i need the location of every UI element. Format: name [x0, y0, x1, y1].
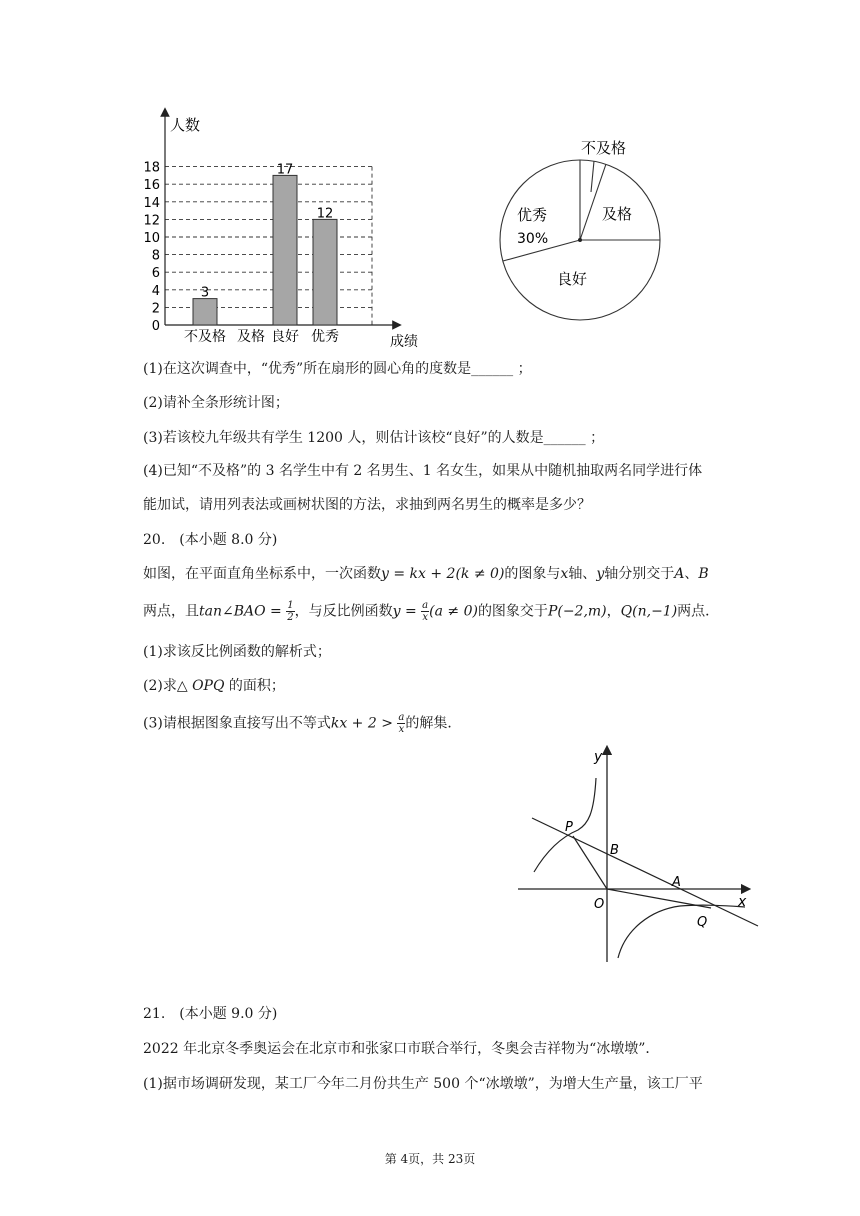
- bar: [313, 219, 337, 325]
- q19-part1: (1)在这次调查中，“优秀”所在扇形的圆心角的度数是______ ；: [143, 361, 532, 377]
- q20-part2: [143, 676, 285, 696]
- q20-part1: (1)求该反比例函数的解析式；: [143, 644, 331, 660]
- graph-label-y: y: [594, 749, 603, 765]
- pie-label-fail: 不及格: [581, 139, 627, 157]
- q20-stem-line2: [143, 600, 719, 623]
- fraction-num: a: [422, 600, 429, 611]
- bar-data-label: 3: [200, 285, 210, 301]
- bar-data-label: 12: [316, 206, 334, 222]
- q20-text: 如图，在平面直角坐标系中，一次函数: [143, 566, 381, 582]
- q20-text: 的图象与: [504, 566, 561, 582]
- q20-text: (2)求△: [143, 678, 193, 694]
- q20-text: ，与反比例函数: [294, 603, 393, 620]
- q20-stem-line1: [143, 564, 709, 584]
- q20-point-a: A: [674, 566, 685, 582]
- q20-x-var: x: [560, 566, 569, 582]
- q20-y-var: y: [596, 566, 605, 582]
- q19-part2: (2)请补全条形统计图；: [143, 395, 289, 411]
- q20-inequality: kx + 2 >: [330, 715, 398, 732]
- q21-stem: 2022 年北京冬季奥运会在北京市和张家口市联合举行，冬奥会吉祥物为“冰墩墩”．: [143, 1041, 660, 1057]
- graph-segment-op: [573, 836, 607, 889]
- bar-data-label: 17: [276, 162, 294, 178]
- pie-label-excellent-pct: 30%: [517, 231, 549, 247]
- q20-text: 轴、: [568, 566, 597, 582]
- bar-category-label: 及格: [237, 329, 265, 345]
- bar-y-tick: 14: [143, 195, 160, 211]
- bar-y-tick: 8: [151, 248, 160, 264]
- fraction-den: x: [398, 724, 405, 735]
- graph-label-x: x: [738, 894, 747, 910]
- q20-point-b: B: [698, 566, 709, 582]
- q19-part3: (3)若该校九年级共有学生 1200 人，则估计该校“良好”的人数是______ ；: [143, 430, 605, 446]
- fraction-num: a: [398, 712, 405, 723]
- pie-chart: [495, 130, 670, 340]
- fraction-den: 2: [287, 612, 294, 623]
- graph-hyperbola-lower: [618, 905, 745, 958]
- bar-category-label: 优秀: [311, 329, 339, 345]
- q20-triangle: OPQ: [192, 678, 225, 694]
- graph-label-b: B: [610, 843, 619, 858]
- bar-y-tick: 0: [151, 319, 160, 334]
- pie-label-good: 良好: [557, 270, 588, 288]
- fraction: [286, 600, 294, 623]
- q20-point-q: Q(n,−1): [620, 603, 678, 620]
- q20-text: 的图象交于: [477, 603, 548, 620]
- graph-segment-oq: [607, 889, 711, 908]
- bar: [273, 175, 297, 325]
- bar: [193, 299, 217, 325]
- q20-text: 的解集．: [405, 715, 462, 732]
- q20-y-eq: y =: [392, 603, 422, 620]
- q21-part1: (1)据市场调研发现，某工厂今年二月份共生产 500 个“冰墩墩”，为增大生产量，该工厂平: [143, 1076, 703, 1092]
- q19-part4-line1: (4)已知“不及格”的 3 名学生中有 2 名男生、1 名女生，如果从中随机抽取两名同学进行体: [143, 463, 703, 479]
- q20-text: 轴分别交于: [604, 566, 675, 582]
- pie-center: [578, 238, 582, 242]
- bar-y-label: 人数: [170, 116, 201, 134]
- pie-label-excellent: 优秀: [517, 206, 548, 224]
- function-graph: [510, 740, 760, 965]
- fraction-num: 1: [287, 600, 294, 611]
- q20-text: (3)请根据图象直接写出不等式: [143, 715, 331, 732]
- bar-x-label: 成绩: [390, 334, 418, 350]
- q20-a-cond: (a ≠ 0): [429, 603, 478, 620]
- pie-label-pass: 及格: [602, 205, 633, 223]
- q20-text: 两点．: [677, 603, 720, 620]
- fraction-den: x: [422, 612, 428, 623]
- q19-part4-line2: 能加试，请用列表法或画树状图的方法，求抽到两名男生的概率是多少？: [143, 497, 591, 513]
- graph-label-q: Q: [697, 915, 708, 930]
- bar-y-tick: 6: [151, 266, 160, 282]
- bar-chart: [140, 100, 418, 350]
- bar-y-tick: 2: [151, 301, 160, 317]
- bar-y-tick: 12: [143, 213, 160, 229]
- bar-y-tick: 18: [143, 160, 160, 176]
- q20-tan: tan∠BAO =: [199, 603, 287, 620]
- q20-text: 、: [684, 566, 699, 582]
- q20-text: 两点，且: [143, 603, 199, 620]
- bar-category-label: 良好: [271, 329, 299, 345]
- fraction: [421, 600, 429, 623]
- pie-leader-line: [591, 161, 594, 192]
- bar-category-label: 不及格: [184, 329, 226, 345]
- bar-y-tick: 10: [143, 231, 160, 246]
- q20-linear-function: y = kx + 2(k ≠ 0): [381, 566, 505, 582]
- page-footer: 第 4页，共 23页: [384, 1152, 476, 1166]
- q20-heading: 20. (本小题 8.0 分): [143, 532, 278, 548]
- q20-part3: [143, 712, 461, 735]
- q21-heading: 21. (本小题 9.0 分): [143, 1006, 278, 1022]
- graph-label-o: O: [594, 897, 605, 912]
- q20-text: ，: [606, 603, 621, 620]
- bar-y-tick: 4: [151, 283, 160, 299]
- q20-text: 的面积；: [224, 678, 285, 694]
- graph-label-a: A: [672, 875, 681, 890]
- graph-label-p: P: [565, 820, 573, 835]
- q20-point-p: P(−2,m): [547, 603, 607, 620]
- bar-y-tick: 16: [143, 178, 160, 194]
